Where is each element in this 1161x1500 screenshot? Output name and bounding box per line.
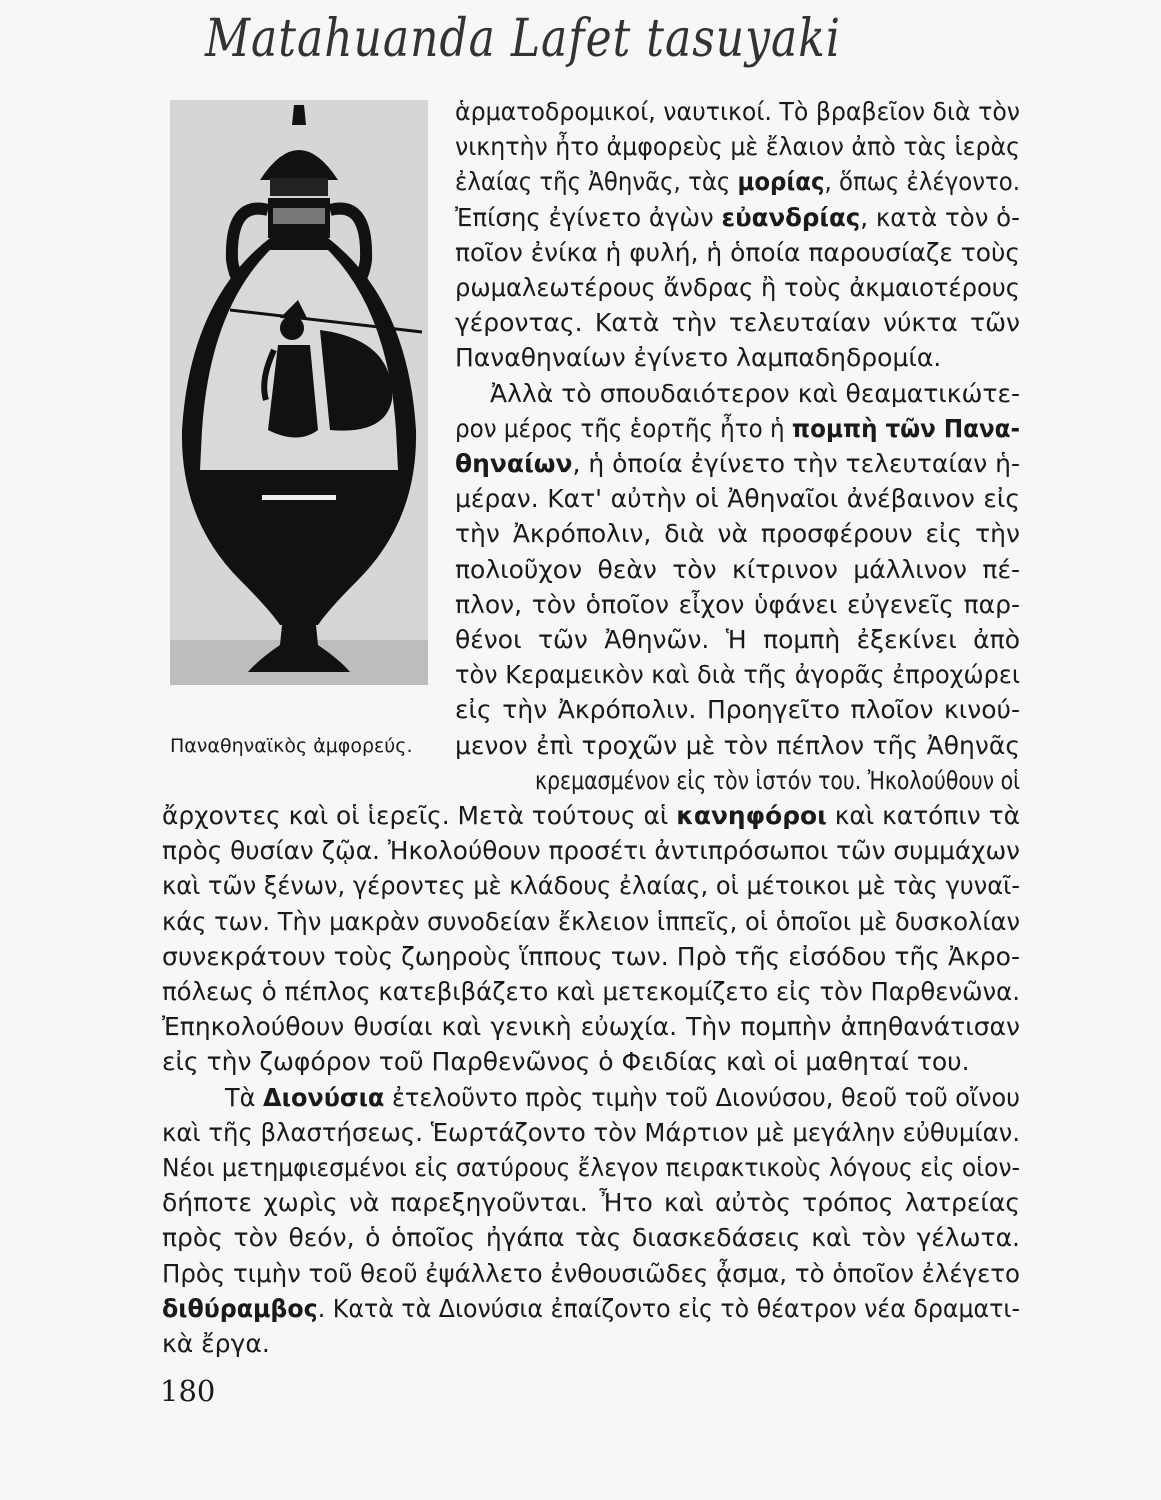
text-run: ρωμαλεωτέρους ἄνδρας ἢ τοὺς ἀκμαιοτέρους [455, 273, 1020, 302]
line-content [162, 906, 1020, 938]
text-run: ποῖον ἐνίκα ἡ φυλή, ἡ ὁποία παρουσίαζε τοὺς [455, 237, 1020, 267]
line-content [162, 800, 1020, 832]
emphasized-term: μορίας [737, 167, 825, 197]
text-run: πόλεως ὁ πέπλος κατεβιβάζετο καὶ μετεκομίζετο εἰς τὸν Παρθενῶνα. [162, 977, 1020, 1006]
text-run: πλον, τὸν ὁποῖον εἶχον ὑφάνει εὐγενεῖς παρ- [455, 589, 1020, 619]
line-content [490, 378, 1020, 410]
emphasized-term: διθύραμβος [162, 1293, 318, 1323]
text-line [455, 131, 1020, 163]
text-line [162, 1046, 1020, 1078]
text-run: εἰς τὴν ζωφόρον τοῦ Παρθενῶνος ὁ Φειδίας καὶ οἱ μαθηταί του. [162, 1047, 970, 1077]
text-run: καὶ τῆς βλαστήσεως. Ἑωρτάζοντο τὸν Μάρτιον μὲ μεγάλην εὐθυμίαν. [162, 1117, 1020, 1147]
line-content [455, 554, 1020, 586]
line-content [162, 1222, 1020, 1254]
panathenaic-amphora-image [170, 100, 428, 685]
text-line [455, 272, 1020, 304]
line-content [455, 694, 1020, 726]
text-line [162, 1258, 1020, 1290]
text-line [162, 1222, 1020, 1254]
text-line [535, 765, 1020, 797]
text-line [455, 483, 1020, 515]
text-run: εἰς τὴν Ἀκρόπολιν. Προηγεῖτο πλοῖον κινού- [455, 695, 1020, 725]
text-run: κὰ ἔργα. [162, 1329, 270, 1358]
text-line [455, 554, 1020, 586]
line-content [162, 976, 1020, 1008]
text-line [162, 976, 1020, 1008]
text-line [455, 202, 1020, 234]
text-run: γέροντας. Κατὰ τὴν τελευταίαν νύκτα τῶν [455, 308, 1020, 338]
text-run: . Κατὰ τὰ Διονύσια ἐπαίζοντο εἰς τὸ θέατρον νέα δραματι- [317, 1293, 1020, 1323]
line-content [162, 1046, 970, 1078]
line-content [455, 307, 1020, 339]
figure-caption [170, 733, 412, 759]
line-content [455, 131, 1020, 163]
text-line [490, 378, 1020, 410]
line-content [162, 1011, 1020, 1043]
emphasized-term: εὐανδρίας [721, 202, 861, 232]
page-number: 180 [160, 1374, 216, 1408]
line-content [162, 1258, 1020, 1290]
line-content [455, 483, 1020, 515]
handwritten-signature: Matahuanda Lafet tasuyaki [205, 8, 841, 70]
text-run: Τὰ [225, 1082, 264, 1112]
text-run: τὸν Κεραμεικὸν καὶ διὰ τῆς ἀγορᾶς ἐπροχώρει [455, 660, 1020, 690]
text-run: κρεμασμένον εἰς τὸν ἱστόν του. Ἠκολούθουν οἱ [535, 765, 1020, 795]
line-content [162, 1293, 1020, 1325]
text-line [455, 448, 1020, 480]
line-content [162, 1187, 1020, 1219]
figure-caption-text: Παναθηναϊκὸς ἀμφορεύς. [170, 735, 413, 757]
line-content [455, 448, 1020, 480]
text-run: καὶ κατόπιν τὰ [826, 801, 1020, 830]
text-line [455, 237, 1020, 269]
text-run: μενον ἐπὶ τροχῶν μὲ τὸν πέπλον τῆς Ἀθηνᾶς [455, 730, 1020, 760]
text-run: μέραν. Κατ' αὐτὴν οἱ Ἀθηναῖοι ἀνέβαινον εἰς [455, 484, 1020, 514]
line-content [162, 835, 1020, 867]
line-content [455, 589, 1020, 621]
text-run: Ἀλλὰ τὸ σπουδαιότερον καὶ θεαματικώτε- [490, 378, 1020, 408]
text-line [455, 166, 1020, 198]
text-line [455, 694, 1020, 726]
text-line [162, 1152, 1020, 1184]
text-line [455, 307, 1020, 339]
text-run: πρὸς θυσίαν ζῷα. Ἠκολούθουν προσέτι ἀντιπρόσωποι τῶν συμμάχων [162, 836, 1020, 866]
text-line [162, 1293, 1020, 1325]
line-content [162, 1152, 1020, 1184]
text-run: Πρὸς τιμὴν τοῦ θεοῦ ἐψάλλετο ἐνθουσιῶδες ᾆσμα, τὸ ὁποῖον ἐλέγετο [162, 1258, 1020, 1288]
line-content [225, 1082, 1020, 1114]
line-content [455, 166, 1020, 198]
line-content [162, 870, 1020, 902]
amphora-illustration [170, 100, 428, 685]
line-content [455, 730, 1020, 762]
line-content [455, 237, 1020, 269]
text-line [162, 870, 1020, 902]
text-line [162, 835, 1020, 867]
text-line [162, 1328, 1020, 1360]
text-run: ἐλαίας τῆς Ἀθηνᾶς, τὰς [455, 167, 738, 197]
text-run: , ὅπως ἐλέγοντο. [824, 167, 1020, 197]
text-run: πολιοῦχον θεὰν τὸν κίτρινον μάλλινον πέ- [455, 554, 1020, 584]
text-line [225, 1082, 1020, 1114]
text-line [455, 518, 1020, 550]
text-run: ρον μέρος τῆς ἑορτῆς ἦτο ἡ [455, 413, 792, 443]
text-line [455, 659, 1020, 691]
text-run: Ἐπηκολούθουν θυσίαι καὶ γενικὴ εὐωχία. Τὴν πομπὴν ἀπηθανάτισαν [162, 1012, 1020, 1042]
line-content [455, 518, 1020, 550]
text-run: , κατὰ τὸν ὁ- [860, 202, 1020, 232]
text-line [162, 1011, 1020, 1043]
text-line [455, 96, 1020, 128]
line-content [455, 659, 1020, 691]
text-line [162, 906, 1020, 938]
line-content [455, 96, 1020, 128]
line-content [455, 624, 1020, 656]
text-line [455, 624, 1020, 656]
text-line [162, 800, 1020, 832]
text-run: , ἡ ὁποία ἐγίνετο τὴν τελευταίαν ἡ- [572, 449, 1020, 478]
text-run: ἁρματοδρομικοί, ναυτικοί. Τὸ βραβεῖον διὰ τὸν [455, 97, 1020, 126]
text-run: Παναθηναίων ἐγίνετο λαμπαδηδρομία. [455, 343, 942, 373]
line-content [455, 342, 941, 374]
text-run: πρὸς τὸν θεόν, ὁ ὁποῖος ἠγάπα τὰς διασκεδάσεις καὶ τὸν γέλωτα. [162, 1223, 1020, 1253]
line-content [162, 941, 1020, 973]
emphasized-term: Διονύσια [263, 1082, 385, 1112]
line-content [455, 413, 1020, 445]
text-run: κάς των. Τὴν μακρὰν συνοδείαν ἔκλειον ἱππεῖς, οἱ ὁποῖοι μὲ δυσκολίαν [162, 906, 1020, 936]
text-line [455, 589, 1020, 621]
text-run: καὶ τῶν ξένων, γέροντες μὲ κλάδους ἐλαίας, οἱ μέτοικοι μὲ τὰς γυναῖ- [162, 871, 1020, 901]
text-run: ἄρχοντες καὶ οἱ ἱερεῖς. Μετὰ τούτους αἱ [162, 801, 677, 830]
emphasized-term: θηναίων [455, 449, 573, 478]
text-run: Νέοι μετημφιεσμένοι εἰς σατύρους ἔλεγον πειρακτικοὺς λόγους εἰς οἱον- [162, 1153, 1020, 1182]
line-content [535, 765, 1020, 797]
text-line [455, 413, 1020, 445]
text-run: ἐτελοῦντο πρὸς τιμὴν τοῦ Διονύσου, θεοῦ τοῦ οἴνου [384, 1082, 1020, 1112]
text-run: θένοι τῶν Ἀθηνῶν. Ἡ πομπὴ ἐξεκίνει ἀπὸ [455, 625, 1020, 654]
text-line [162, 1187, 1020, 1219]
line-content [455, 202, 1020, 234]
text-run: Ἐπίσης ἐγίνετο ἀγὼν [455, 202, 722, 232]
line-content [162, 1328, 270, 1360]
line-content [162, 1117, 1020, 1149]
text-line [162, 941, 1020, 973]
emphasized-term: πομπὴ τῶν Πανα- [791, 413, 1020, 443]
text-run: συνεκράτουν τοὺς ζωηροὺς ἵππους των. Πρὸ τῆς εἰσόδου τῆς Ἀκρο- [162, 941, 1020, 971]
text-line [162, 1117, 1020, 1149]
emphasized-term: κανηφόροι [676, 801, 827, 830]
line-content [455, 272, 1020, 304]
text-line [455, 342, 1020, 374]
text-run: νικητὴν ἦτο ἀμφορεὺς μὲ ἔλαιον ἀπὸ τὰς ἱερὰς [455, 132, 1020, 162]
text-line [455, 730, 1020, 762]
text-run: δήποτε χωρὶς νὰ παρεξηγοῦνται. Ἦτο καὶ αὐτὸς τρόπος λατρείας [162, 1188, 1020, 1218]
text-run: τὴν Ἀκρόπολιν, διὰ νὰ προσφέρουν εἰς τὴν [455, 519, 1020, 549]
